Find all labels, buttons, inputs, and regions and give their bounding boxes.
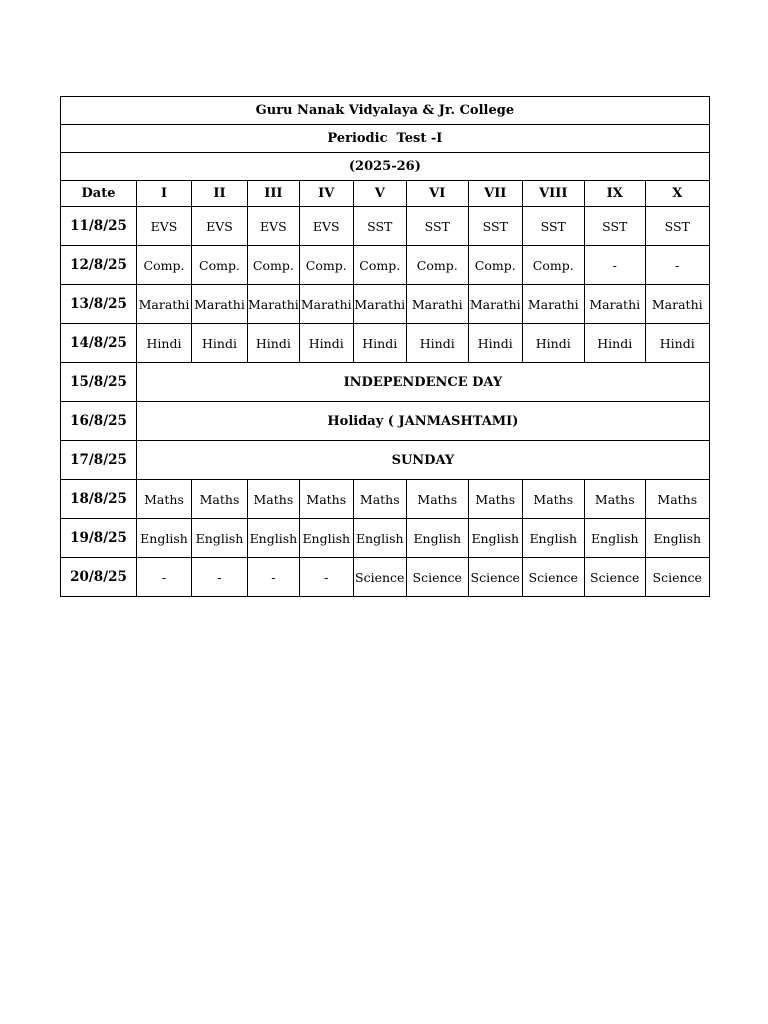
subject-cell: Comp.: [299, 246, 353, 285]
subject-cell: English: [406, 519, 468, 558]
column-header-row: [61, 181, 710, 207]
subject-cell: English: [192, 519, 248, 558]
subject-cell: EVS: [137, 207, 192, 246]
subject-cell: EVS: [248, 207, 300, 246]
date-cell: 11/8/25: [61, 207, 137, 246]
table-row: [61, 285, 710, 324]
subject-cell: SST: [522, 207, 584, 246]
subject-cell: -: [192, 558, 248, 597]
subject-cell: -: [299, 558, 353, 597]
subject-cell: English: [584, 519, 645, 558]
subject-cell: Science: [353, 558, 406, 597]
column-header-class: VI: [406, 181, 468, 207]
date-cell: 18/8/25: [61, 480, 137, 519]
subject-cell: Comp.: [248, 246, 300, 285]
subject-cell: Marathi: [645, 285, 709, 324]
table-row: [61, 558, 710, 597]
date-cell: 14/8/25: [61, 324, 137, 363]
subject-cell: Hindi: [645, 324, 709, 363]
table-row: [61, 324, 710, 363]
column-header-class: VIII: [522, 181, 584, 207]
date-cell: 19/8/25: [61, 519, 137, 558]
subject-cell: -: [248, 558, 300, 597]
subject-cell: SST: [584, 207, 645, 246]
subject-cell: Maths: [468, 480, 522, 519]
date-cell: 12/8/25: [61, 246, 137, 285]
subject-cell: Hindi: [353, 324, 406, 363]
subject-cell: Hindi: [248, 324, 300, 363]
subject-cell: English: [522, 519, 584, 558]
subject-cell: Marathi: [584, 285, 645, 324]
subject-cell: Science: [584, 558, 645, 597]
column-header-class: V: [353, 181, 406, 207]
table-row: [61, 441, 710, 480]
holiday-note: Holiday ( JANMASHTAMI): [137, 402, 710, 441]
subject-cell: SST: [645, 207, 709, 246]
column-header-class: IV: [299, 181, 353, 207]
column-header-class: VII: [468, 181, 522, 207]
subject-cell: Hindi: [468, 324, 522, 363]
subject-cell: Comp.: [137, 246, 192, 285]
subject-cell: -: [645, 246, 709, 285]
subject-cell: Maths: [192, 480, 248, 519]
subject-cell: Marathi: [353, 285, 406, 324]
table-row: [61, 402, 710, 441]
subject-cell: Comp.: [468, 246, 522, 285]
subject-cell: Hindi: [584, 324, 645, 363]
subject-cell: Hindi: [137, 324, 192, 363]
subject-cell: Maths: [645, 480, 709, 519]
subject-cell: EVS: [192, 207, 248, 246]
date-cell: 13/8/25: [61, 285, 137, 324]
subject-cell: -: [137, 558, 192, 597]
column-header-class: I: [137, 181, 192, 207]
table-row: [61, 519, 710, 558]
subject-cell: Hindi: [406, 324, 468, 363]
subject-cell: Science: [645, 558, 709, 597]
subject-cell: Marathi: [522, 285, 584, 324]
subject-cell: Marathi: [137, 285, 192, 324]
table-row: [61, 207, 710, 246]
date-cell: 15/8/25: [61, 363, 137, 402]
column-header-class: II: [192, 181, 248, 207]
subject-cell: Maths: [299, 480, 353, 519]
subject-cell: Marathi: [406, 285, 468, 324]
subject-cell: Hindi: [299, 324, 353, 363]
column-header-class: IX: [584, 181, 645, 207]
subject-cell: EVS: [299, 207, 353, 246]
exam-title: Periodic Test -I: [61, 125, 710, 153]
subject-cell: English: [299, 519, 353, 558]
subject-cell: Science: [468, 558, 522, 597]
date-cell: 16/8/25: [61, 402, 137, 441]
school-name: Guru Nanak Vidyalaya & Jr. College: [61, 97, 710, 125]
subject-cell: Marathi: [192, 285, 248, 324]
subject-cell: Marathi: [299, 285, 353, 324]
subject-cell: English: [468, 519, 522, 558]
column-header-date: Date: [61, 181, 137, 207]
subject-cell: Maths: [353, 480, 406, 519]
subject-cell: Science: [522, 558, 584, 597]
subject-cell: English: [137, 519, 192, 558]
subject-cell: Science: [406, 558, 468, 597]
subject-cell: Comp.: [522, 246, 584, 285]
table-row: [61, 363, 710, 402]
subject-cell: Maths: [406, 480, 468, 519]
subject-cell: Marathi: [468, 285, 522, 324]
subject-cell: Comp.: [406, 246, 468, 285]
subject-cell: SST: [353, 207, 406, 246]
subject-cell: Maths: [584, 480, 645, 519]
date-cell: 20/8/25: [61, 558, 137, 597]
column-header-class: X: [645, 181, 709, 207]
subject-cell: Maths: [248, 480, 300, 519]
subject-cell: English: [645, 519, 709, 558]
subject-cell: Maths: [522, 480, 584, 519]
holiday-note: SUNDAY: [137, 441, 710, 480]
subject-cell: Hindi: [192, 324, 248, 363]
subject-cell: SST: [468, 207, 522, 246]
table-row: [61, 480, 710, 519]
table-row: [61, 246, 710, 285]
subject-cell: English: [353, 519, 406, 558]
holiday-note: INDEPENDENCE DAY: [137, 363, 710, 402]
subject-cell: Comp.: [353, 246, 406, 285]
column-header-class: III: [248, 181, 300, 207]
subject-cell: SST: [406, 207, 468, 246]
academic-year: (2025-26): [61, 153, 710, 181]
subject-cell: -: [584, 246, 645, 285]
subject-cell: English: [248, 519, 300, 558]
date-cell: 17/8/25: [61, 441, 137, 480]
subject-cell: Marathi: [248, 285, 300, 324]
subject-cell: Hindi: [522, 324, 584, 363]
subject-cell: Comp.: [192, 246, 248, 285]
exam-timetable: [60, 96, 710, 597]
subject-cell: Maths: [137, 480, 192, 519]
